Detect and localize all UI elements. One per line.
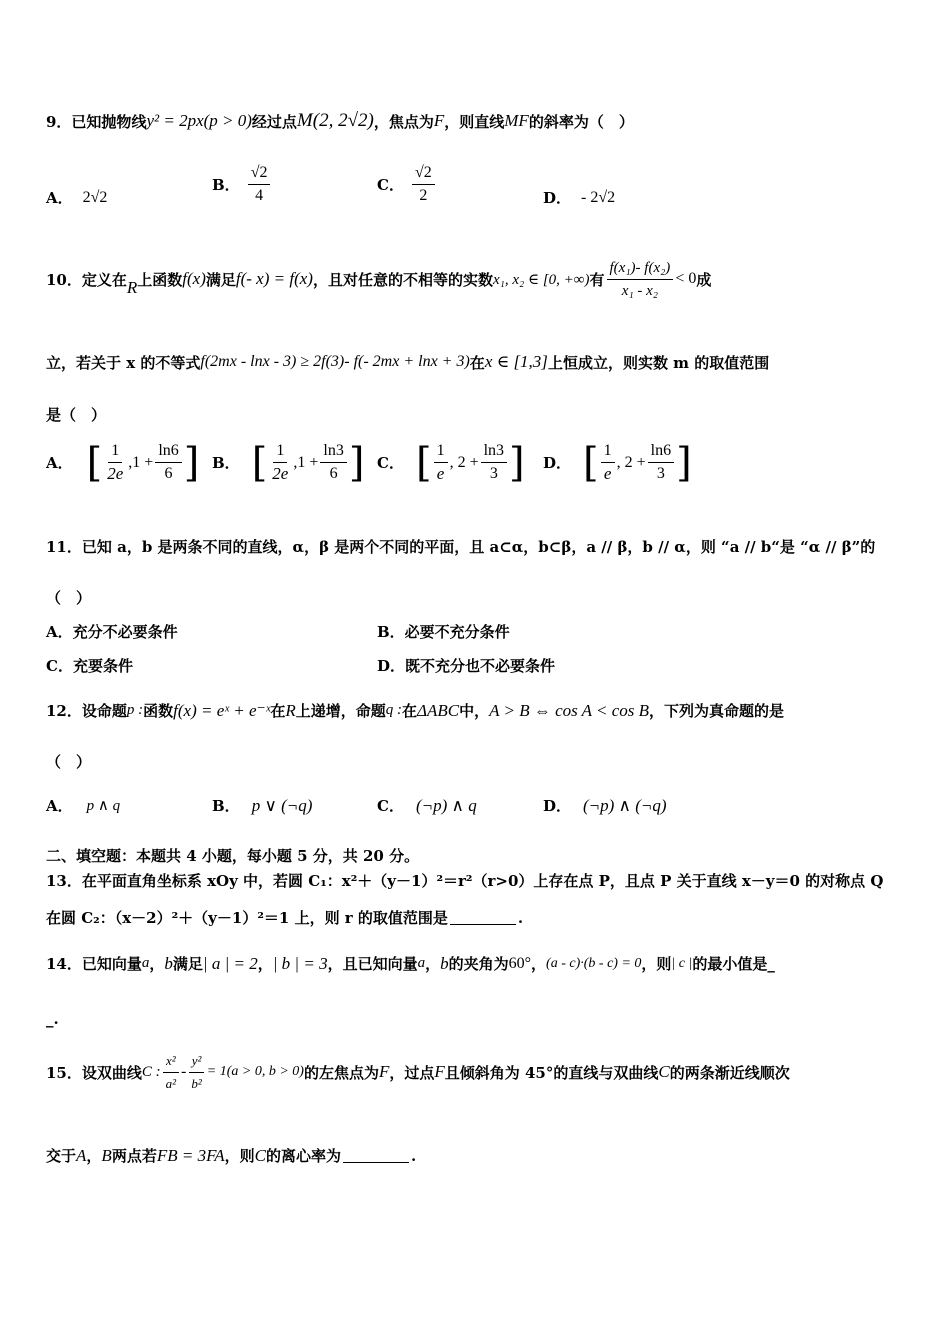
q15-y-fraction: $\frac{\text{y²}}{\text{b²}}$ [188, 1050, 204, 1095]
q15-line1: 15．设双曲线 C : $\frac{\text{x²}}{\text{a²}}$ - $\frac{\text{y²}}{\text{b²}}$ = 1(a > 0, b > 0) 的左焦点为 F ，过点 F 且倾斜角为 45°的直线与双曲线 C 的两条渐近线顺次 [46, 1037, 910, 1107]
q13-line1: 13．在平面直角坐标系 xOy 中，若圆 C₁：x²＋（y－1）²＝r²（r>0）上存在点 P，且点 P 关于直线 x－y＝0 的对称点 Q [46, 872, 884, 890]
q11-stem: 11．已知 a，b 是两条不同的直线，α，β 是两个不同的平面，且 a⊂α，b⊂β，a // β，b // α，则 “a // b“是 “α // β”的 [46, 538, 876, 556]
q14-condition: (a - c)·(b - c) = 0 [546, 955, 642, 971]
q10-option-c[interactable]: C． [ $\frac{1}{e}$ , 2 + $\frac{\ln 3}{3}$ ] [377, 439, 525, 486]
q10-option-d[interactable]: D． [ $\frac{1}{e}$ , 2 + $\frac{\ln 6}{3}$ ] [543, 439, 692, 486]
q11-option-b[interactable]: B．必要不充分条件 [377, 623, 510, 641]
q10-inequality: f(2mx - lnx - 3) ≥ 2f(3)- f(- 2mx + lnx + 3) [200, 353, 470, 370]
q10-even-condition: f(- x) = f(x) [235, 269, 313, 288]
q12-option-c[interactable]: C． (¬p) ∧ q [377, 795, 477, 815]
q15-answer-blank[interactable] [343, 1148, 409, 1163]
q14-line1: 14．已知向量 a ， b 满足 | a | = 2 ， | b | = 3 ，且已知向量 a ， b 的夹角为 60° ， (a - c)·(b - c) = 0 ，则 | c | 的最小值是_ [46, 953, 775, 973]
q12-stem: 12．设命题 p : 函数 f(x) = eˣ + e⁻ˣ 在 R 上递增，命题 q : 在 ΔABC 中， A > B ⇔ cos A < cos B ，下列为真命题的是 [46, 700, 785, 720]
q9-option-c[interactable]: C． $\frac{√2}{2}$ [377, 162, 437, 207]
q9-option-b-fraction: $\frac{√2}{4}$ [248, 162, 271, 207]
q10-option-b[interactable]: B． [ $\frac{1}{2e}$ ,1 + $\frac{\ln 3}{6}$ ] [212, 439, 365, 486]
q9-option-d[interactable]: D． - 2√2 [543, 188, 616, 207]
q15-vector-relation: FB = 3FA [156, 1145, 225, 1165]
q10-stem-line3: 是（ ） [46, 406, 107, 424]
q12-function: f(x) = eˣ + e⁻ˣ [173, 700, 271, 720]
q13-answer-blank[interactable] [450, 910, 516, 925]
q14-line2: _. [46, 1010, 59, 1028]
q12-option-b[interactable]: B． p ∨ (¬q) [212, 795, 313, 815]
q11-option-c[interactable]: C．充要条件 [46, 657, 133, 675]
q9-option-c-fraction: $\frac{√2}{2}$ [412, 162, 435, 207]
q13-line2: 在圆 C₂：（x－2）²＋（y－1）²＝1 上，则 r 的取值范围是 . [46, 908, 524, 927]
q15-line2: 交于 A ， B 两点若 FB = 3FA ，则 C 的离心率为 . [46, 1145, 417, 1165]
q9-stem: 9．已知抛物线 y² = 2px(p > 0) 经过点 M(2, 2√2) ，焦点为 F ，则直线 MF 的斜率为（ ） [46, 110, 634, 131]
q11-paren: （ ） [46, 589, 92, 607]
q10-difference-quotient: $\frac{\text{f(x₁)- f(x₂)}}{\text{x₁ - x₂}}$ [607, 257, 674, 302]
q9-option-a[interactable]: A． 2√2 [46, 188, 108, 207]
q9-parabola-eq: y² = 2px(p > 0) [146, 111, 252, 130]
q10-stem-line2: 立，若关于 x 的不等式 f(2mx - lnx - 3) ≥ 2f(3)- f(- 2mx + lnx + 3) 在 x ∈ [1,3] 上恒成立，则实数 m 的取值范围 [46, 352, 770, 372]
q12-paren: （ ） [46, 753, 92, 771]
q10-option-a[interactable]: A． [ $\frac{1}{2e}$ ,1 + $\frac{\ln 6}{6}$ ] [46, 439, 200, 486]
q12-option-a[interactable]: A． p ∧ q [46, 797, 121, 815]
q11-option-d[interactable]: D．既不充分也不必要条件 [377, 657, 556, 675]
q12-option-d[interactable]: D． (¬p) ∧ (¬q) [543, 795, 667, 815]
q10-stem-line1: 10．定义在 R 上函数 f(x) 满足 f(- x) = f(x) ，且对任意的不相等的实数 x₁, x₂ ∈ [0, +∞) 有 $\frac{\text{f(x₁)- f(x₂)}}{\text{x₁ - x₂}}$ < 0 成 [46, 244, 910, 314]
section-2-heading: 二、填空题：本题共 4 小题，每小题 5 分，共 20 分。 [46, 847, 420, 865]
q9-option-b[interactable]: B． $\frac{√2}{4}$ [212, 162, 272, 207]
q11-option-a[interactable]: A．充分不必要条件 [46, 623, 178, 641]
q12-condition: A > B ⇔ cos A < cos B [489, 700, 650, 720]
q15-x-fraction: $\frac{\text{x²}}{\text{a²}}$ [163, 1050, 179, 1095]
q9-point: M(2, 2√2) [296, 110, 374, 131]
